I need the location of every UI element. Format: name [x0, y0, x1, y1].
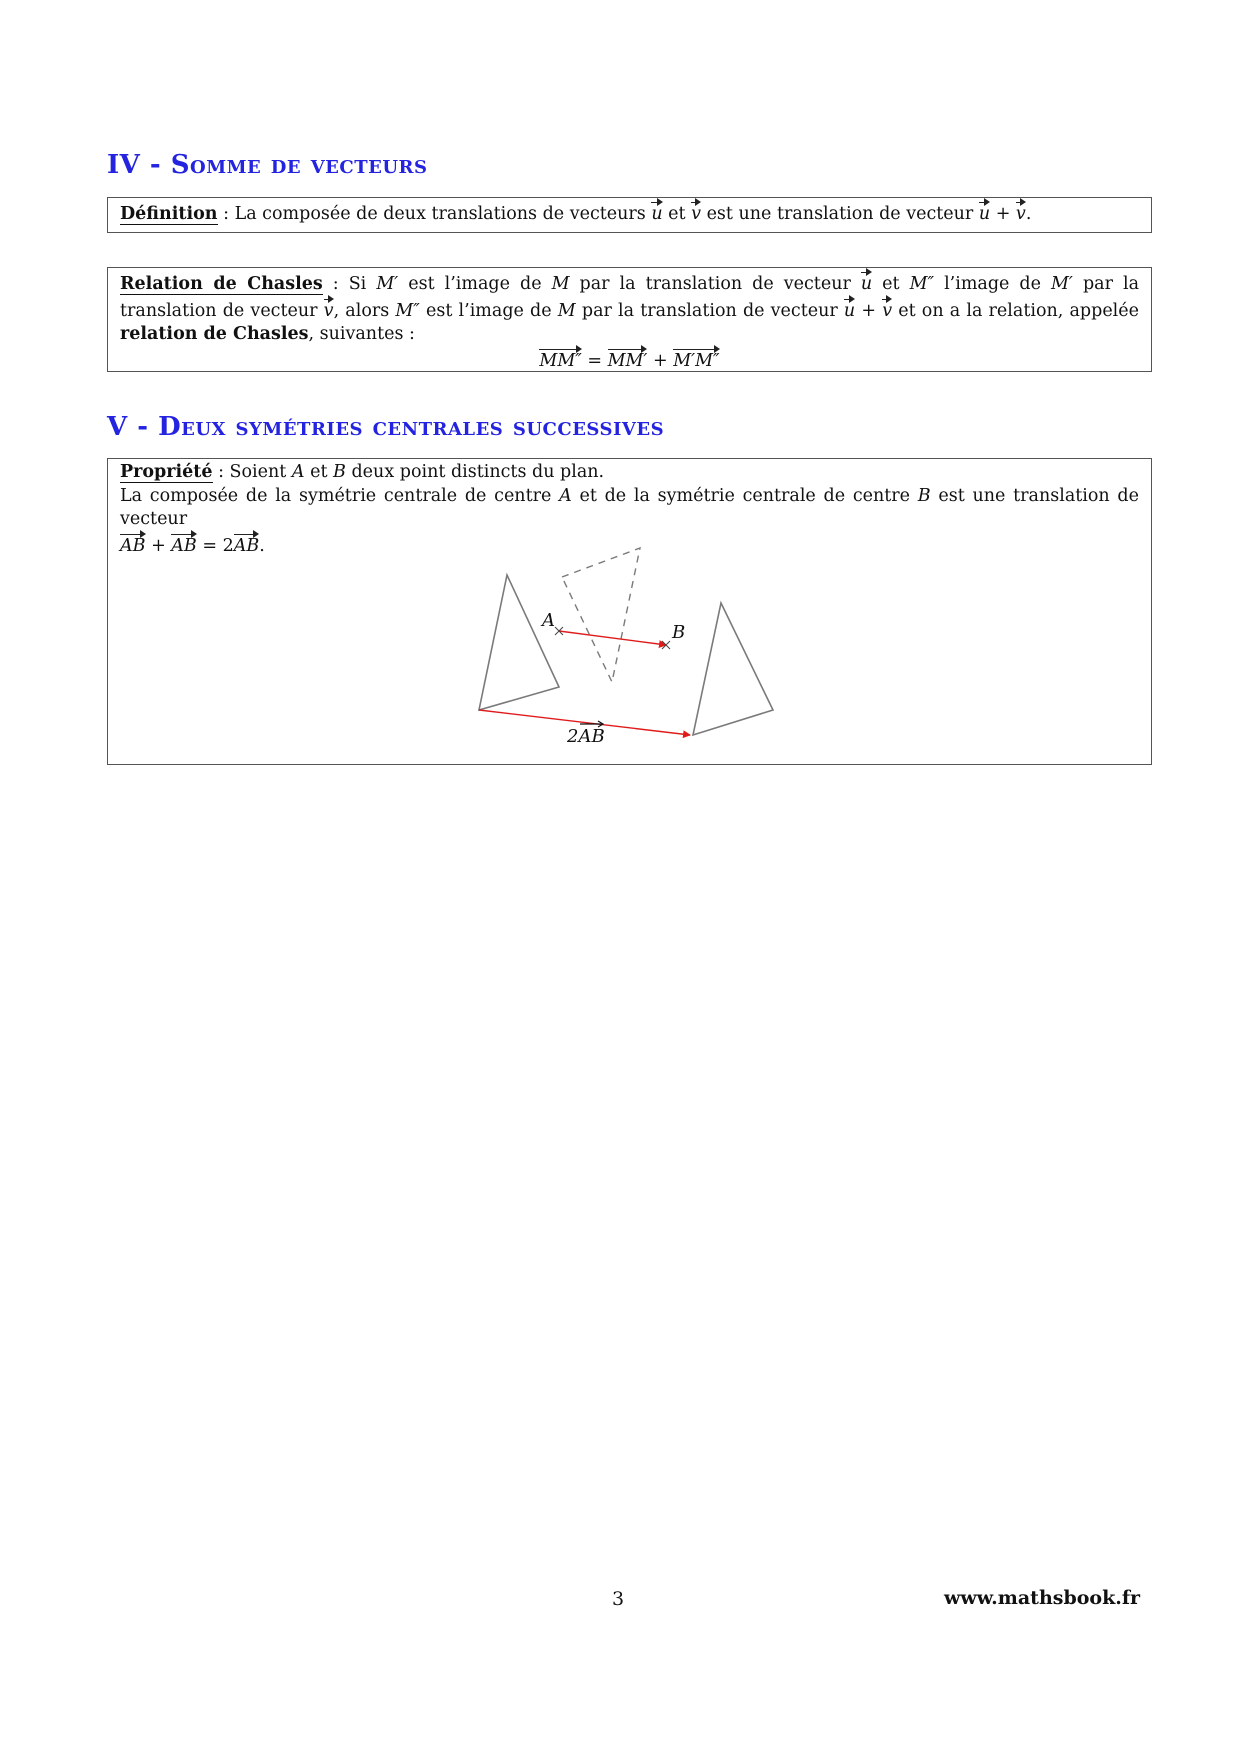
- section-number: V -: [107, 412, 159, 442]
- image-triangle: [693, 603, 773, 735]
- property-keyword: Propriété: [120, 462, 213, 482]
- text: l’image de: [934, 274, 1052, 294]
- text: deux point distincts du plan.: [345, 462, 605, 482]
- plus-sign: +: [855, 300, 883, 321]
- vector-v: v: [691, 200, 701, 227]
- chasles-box: [107, 267, 1152, 372]
- definition-box: [107, 197, 1152, 233]
- bold-term: relation de Chasles: [120, 324, 309, 344]
- vector-v: v: [1016, 200, 1026, 227]
- math-M-double-prime: M″: [395, 300, 420, 321]
- symmetry-figure: [460, 535, 800, 755]
- vector-AB: AB: [234, 532, 260, 559]
- text: par la translation de vecteur: [120, 274, 1139, 321]
- original-triangle: [479, 575, 559, 710]
- math-M-double-prime: M″: [909, 274, 935, 294]
- text: et on a la relation, appelée: [892, 300, 1139, 321]
- property-line-2: [120, 485, 1139, 532]
- vector-MM-prime: MM′: [608, 347, 648, 374]
- text: est l’image de: [419, 300, 558, 321]
- vector-AB-arrow: [559, 631, 666, 645]
- vector-u: u: [651, 200, 662, 227]
- chasles-keyword: Relation de Chasles: [120, 274, 323, 294]
- chasles-text: [120, 270, 1139, 347]
- vector-u: u: [844, 297, 855, 324]
- text: , suivantes :: [308, 324, 415, 344]
- text: est l’image de: [398, 274, 552, 294]
- page-number: 3: [612, 1588, 625, 1610]
- vector-v: v: [882, 297, 892, 324]
- text: et de la symétrie centrale de centre: [571, 485, 918, 506]
- text: : Si: [322, 274, 377, 294]
- plus-sign: +: [990, 204, 1016, 224]
- vector-v: v: [324, 297, 334, 324]
- property-line-1: [120, 461, 1139, 485]
- section-number: IV -: [107, 150, 171, 180]
- plus-sign: +: [145, 535, 172, 556]
- math-B: B: [333, 462, 346, 482]
- plus-sign: +: [647, 350, 674, 371]
- label-2AB: 2AB: [567, 726, 605, 747]
- definition-keyword: Définition: [120, 204, 218, 224]
- math-M-prime: M′: [376, 274, 399, 294]
- intermediate-triangle-dashed: [562, 548, 640, 682]
- text: : La composée de deux translations de vecteurs: [217, 204, 652, 224]
- section-name: Deux symétries centrales successives: [158, 412, 665, 442]
- text: et: [872, 274, 910, 294]
- text: .: [1025, 204, 1032, 224]
- math-A: A: [559, 485, 572, 506]
- text: La composée de la symétrie centrale de centre: [120, 485, 560, 506]
- label-B: B: [672, 622, 686, 643]
- math-M: M: [557, 300, 576, 321]
- label-A: A: [542, 610, 555, 631]
- section-name: Somme de vecteurs: [170, 150, 428, 180]
- math-M: M: [551, 274, 570, 294]
- text: par la translation de vecteur: [575, 300, 844, 321]
- math-B: B: [917, 485, 931, 506]
- math-M-prime: M′: [1051, 274, 1073, 294]
- text: est une translation de vecteur: [120, 485, 1139, 529]
- equals-sign: = 2: [196, 535, 234, 556]
- vector-u: u: [979, 200, 990, 227]
- footer-website: www.mathsbook.fr: [944, 1587, 1141, 1609]
- vector-MM-double-prime: MM″: [539, 347, 581, 374]
- text: et: [304, 462, 334, 482]
- text: , alors: [333, 300, 396, 321]
- vector-AB: AB: [120, 532, 146, 559]
- text: : Soient: [212, 462, 292, 482]
- chasles-equation: [120, 347, 1139, 374]
- text: par la translation de vecteur: [569, 274, 861, 294]
- section-title-iv: [107, 150, 427, 180]
- text: et: [662, 204, 692, 224]
- text: est une translation de vecteur: [701, 204, 979, 224]
- vector-AB: AB: [171, 532, 197, 559]
- section-title-v: [107, 412, 664, 442]
- text: .: [259, 535, 265, 556]
- equals-sign: =: [581, 350, 608, 371]
- math-A: A: [291, 462, 305, 482]
- vector-M-prime-M-double-prime: M′M″: [673, 347, 719, 374]
- vector-u: u: [861, 270, 872, 297]
